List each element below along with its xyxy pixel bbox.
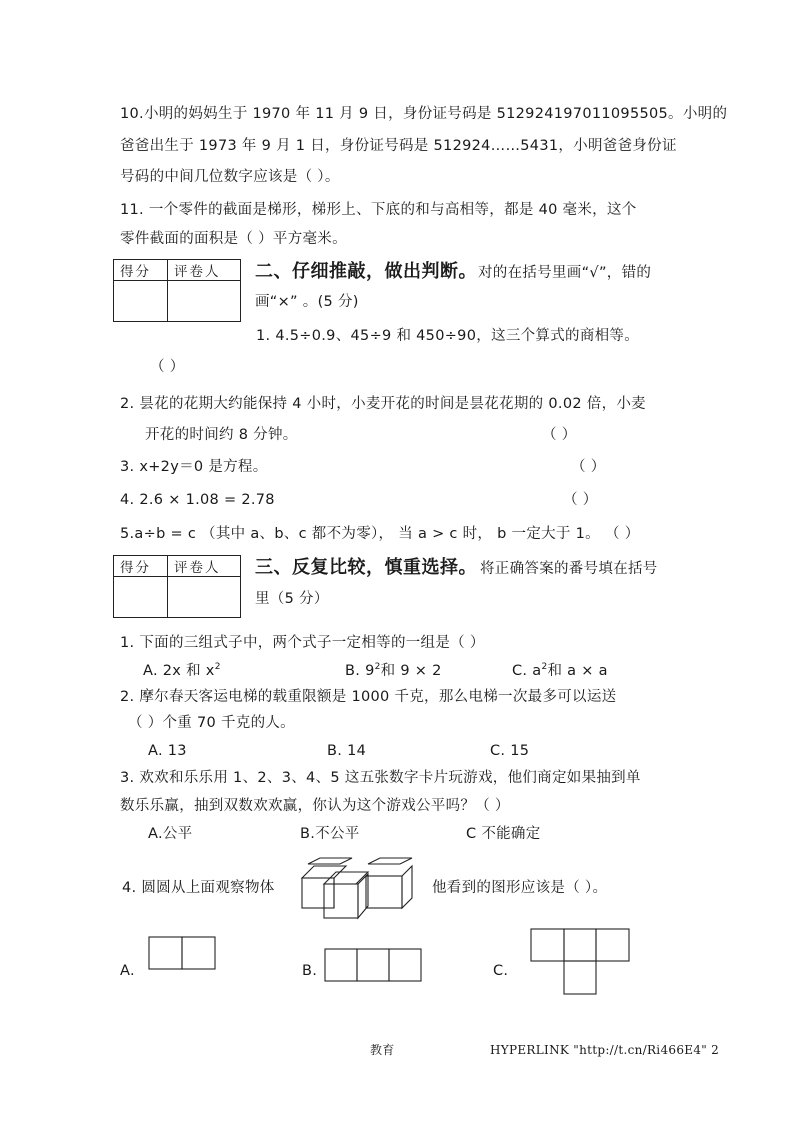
choice-q3-option-b[interactable]: B.不公平 (300, 826, 360, 842)
q10-line1: 10.小明的妈妈生于 1970 年 11 月 9 日，身份证号码是 512924197011095505。小明的 (120, 106, 728, 122)
choice-q2-stem-line1: 2. 摩尔春天客运电梯的载重限额是 1000 千克，那么电梯一次最多可以运送 (120, 689, 617, 705)
choice-q2-stem-line2: （ ）个重 70 千克的人。 (128, 715, 295, 731)
judge-item-2-bracket[interactable]: （ ） (542, 427, 577, 443)
choice-q4-option-c[interactable]: C. (493, 963, 509, 979)
footer-left: 教育 (370, 1043, 395, 1057)
option-b-top-view-figure (324, 948, 422, 982)
score-table-section2 (113, 259, 241, 322)
score-header: 得分 (114, 556, 168, 577)
judge-item-3-bracket[interactable]: （ ） (571, 459, 606, 475)
choice-q1-option-a[interactable]: A. 2x 和 $x^2$ (143, 662, 221, 679)
choice-q4-option-b[interactable]: B. (302, 963, 318, 979)
section2-instruction-1: 对的在括号里画“√”，错的 (478, 265, 652, 281)
judge-item-5: 5.a÷b = c （其中 a、b、c 都不为零）， 当 a > c 时， b 一定大于 1。 (120, 526, 600, 542)
grader-cell[interactable] (167, 577, 240, 618)
choice-q2-option-c[interactable]: C. 15 (490, 743, 530, 759)
choice-q1-option-c[interactable]: C. $a^2$和 a × a (512, 662, 608, 679)
grader-header: 评卷人 (167, 260, 240, 281)
option-a-top-view-figure (148, 936, 216, 970)
section2-instruction-2: 画“×” 。(5 分) (255, 294, 359, 310)
choice-q2-option-b[interactable]: B. 14 (327, 743, 367, 759)
choice-q3-option-c[interactable]: C 不能确定 (466, 826, 541, 842)
q10-line3: 号码的中间几位数字应该是（ ）。 (120, 169, 340, 185)
score-table-section3 (113, 555, 241, 618)
judge-item-2: 2. 昙花的花期大约能保持 4 小时，小麦开花的时间是昙花花期的 0.02 倍，小麦 (120, 396, 646, 412)
section2-title: 二、仔细推敲，做出判断。 (255, 261, 477, 282)
cube-object-figure (300, 858, 416, 920)
section3-instruction-1: 将正确答案的番号填在括号 (480, 561, 658, 577)
section3-title: 三、反复比较，慎重选择。 (255, 557, 477, 578)
footer-hyperlink[interactable]: HYPERLINK "http://t.cn/Ri466E4" 2 (490, 1043, 720, 1057)
judge-item-1-bracket[interactable]: （ ） (150, 359, 185, 375)
section3-instruction-2: 里（5 分） (255, 591, 329, 607)
choice-q4-stem-right: 他看到的图形应该是（ ）。 (432, 880, 608, 896)
judge-item-4: 4. 2.6 × 1.08 = 2.78 (120, 492, 275, 508)
cube-top (368, 858, 412, 864)
score-cell[interactable] (114, 577, 168, 618)
q10-line2: 爸爸出生于 1973 年 9 月 1 日，身份证号码是 512924……5431，小明爸爸身份证 (120, 138, 677, 154)
grader-cell[interactable] (167, 281, 240, 322)
choice-q2-option-a[interactable]: A. 13 (148, 743, 187, 759)
score-header: 得分 (114, 260, 168, 281)
choice-q4-option-a[interactable]: A. (120, 963, 135, 979)
q11-line1: 11. 一个零件的截面是梯形，梯形上、下底的和与高相等，都是 40 毫米，这个 (120, 202, 637, 218)
choice-q1-stem: 1. 下面的三组式子中，两个式子一定相等的一组是（ ） (120, 635, 485, 651)
score-cell[interactable] (114, 281, 168, 322)
judge-item-4-bracket[interactable]: （ ） (563, 492, 598, 508)
judge-item-2-line2: 开花的时间约 8 分钟。 (145, 427, 298, 443)
choice-q3-stem-line1: 3. 欢欢和乐乐用 1、2、3、4、5 这五张数字卡片玩游戏，他们商定如果抽到单 (120, 770, 641, 786)
q11-line2: 零件截面的面积是（ ）平方毫米。 (120, 231, 347, 247)
choice-q3-stem-line2: 数乐乐赢，抽到双数欢欢赢，你认为这个游戏公平吗？（ ） (120, 798, 510, 814)
grader-header: 评卷人 (167, 556, 240, 577)
choice-q3-option-a[interactable]: A.公平 (148, 826, 193, 842)
judge-item-1: 1. 4.5÷0.9、45÷9 和 450÷90，这三个算式的商相等。 (256, 328, 640, 344)
option-c-top-view-figure (530, 928, 630, 996)
judge-item-3: 3. x+2y＝0 是方程。 (120, 459, 268, 475)
choice-q1-option-b[interactable]: B. $9^2$和 9 × 2 (345, 662, 442, 679)
choice-q4-stem-left: 4. 圆圆从上面观察物体 (122, 880, 275, 896)
judge-item-5-bracket[interactable]: （ ） (605, 526, 640, 542)
